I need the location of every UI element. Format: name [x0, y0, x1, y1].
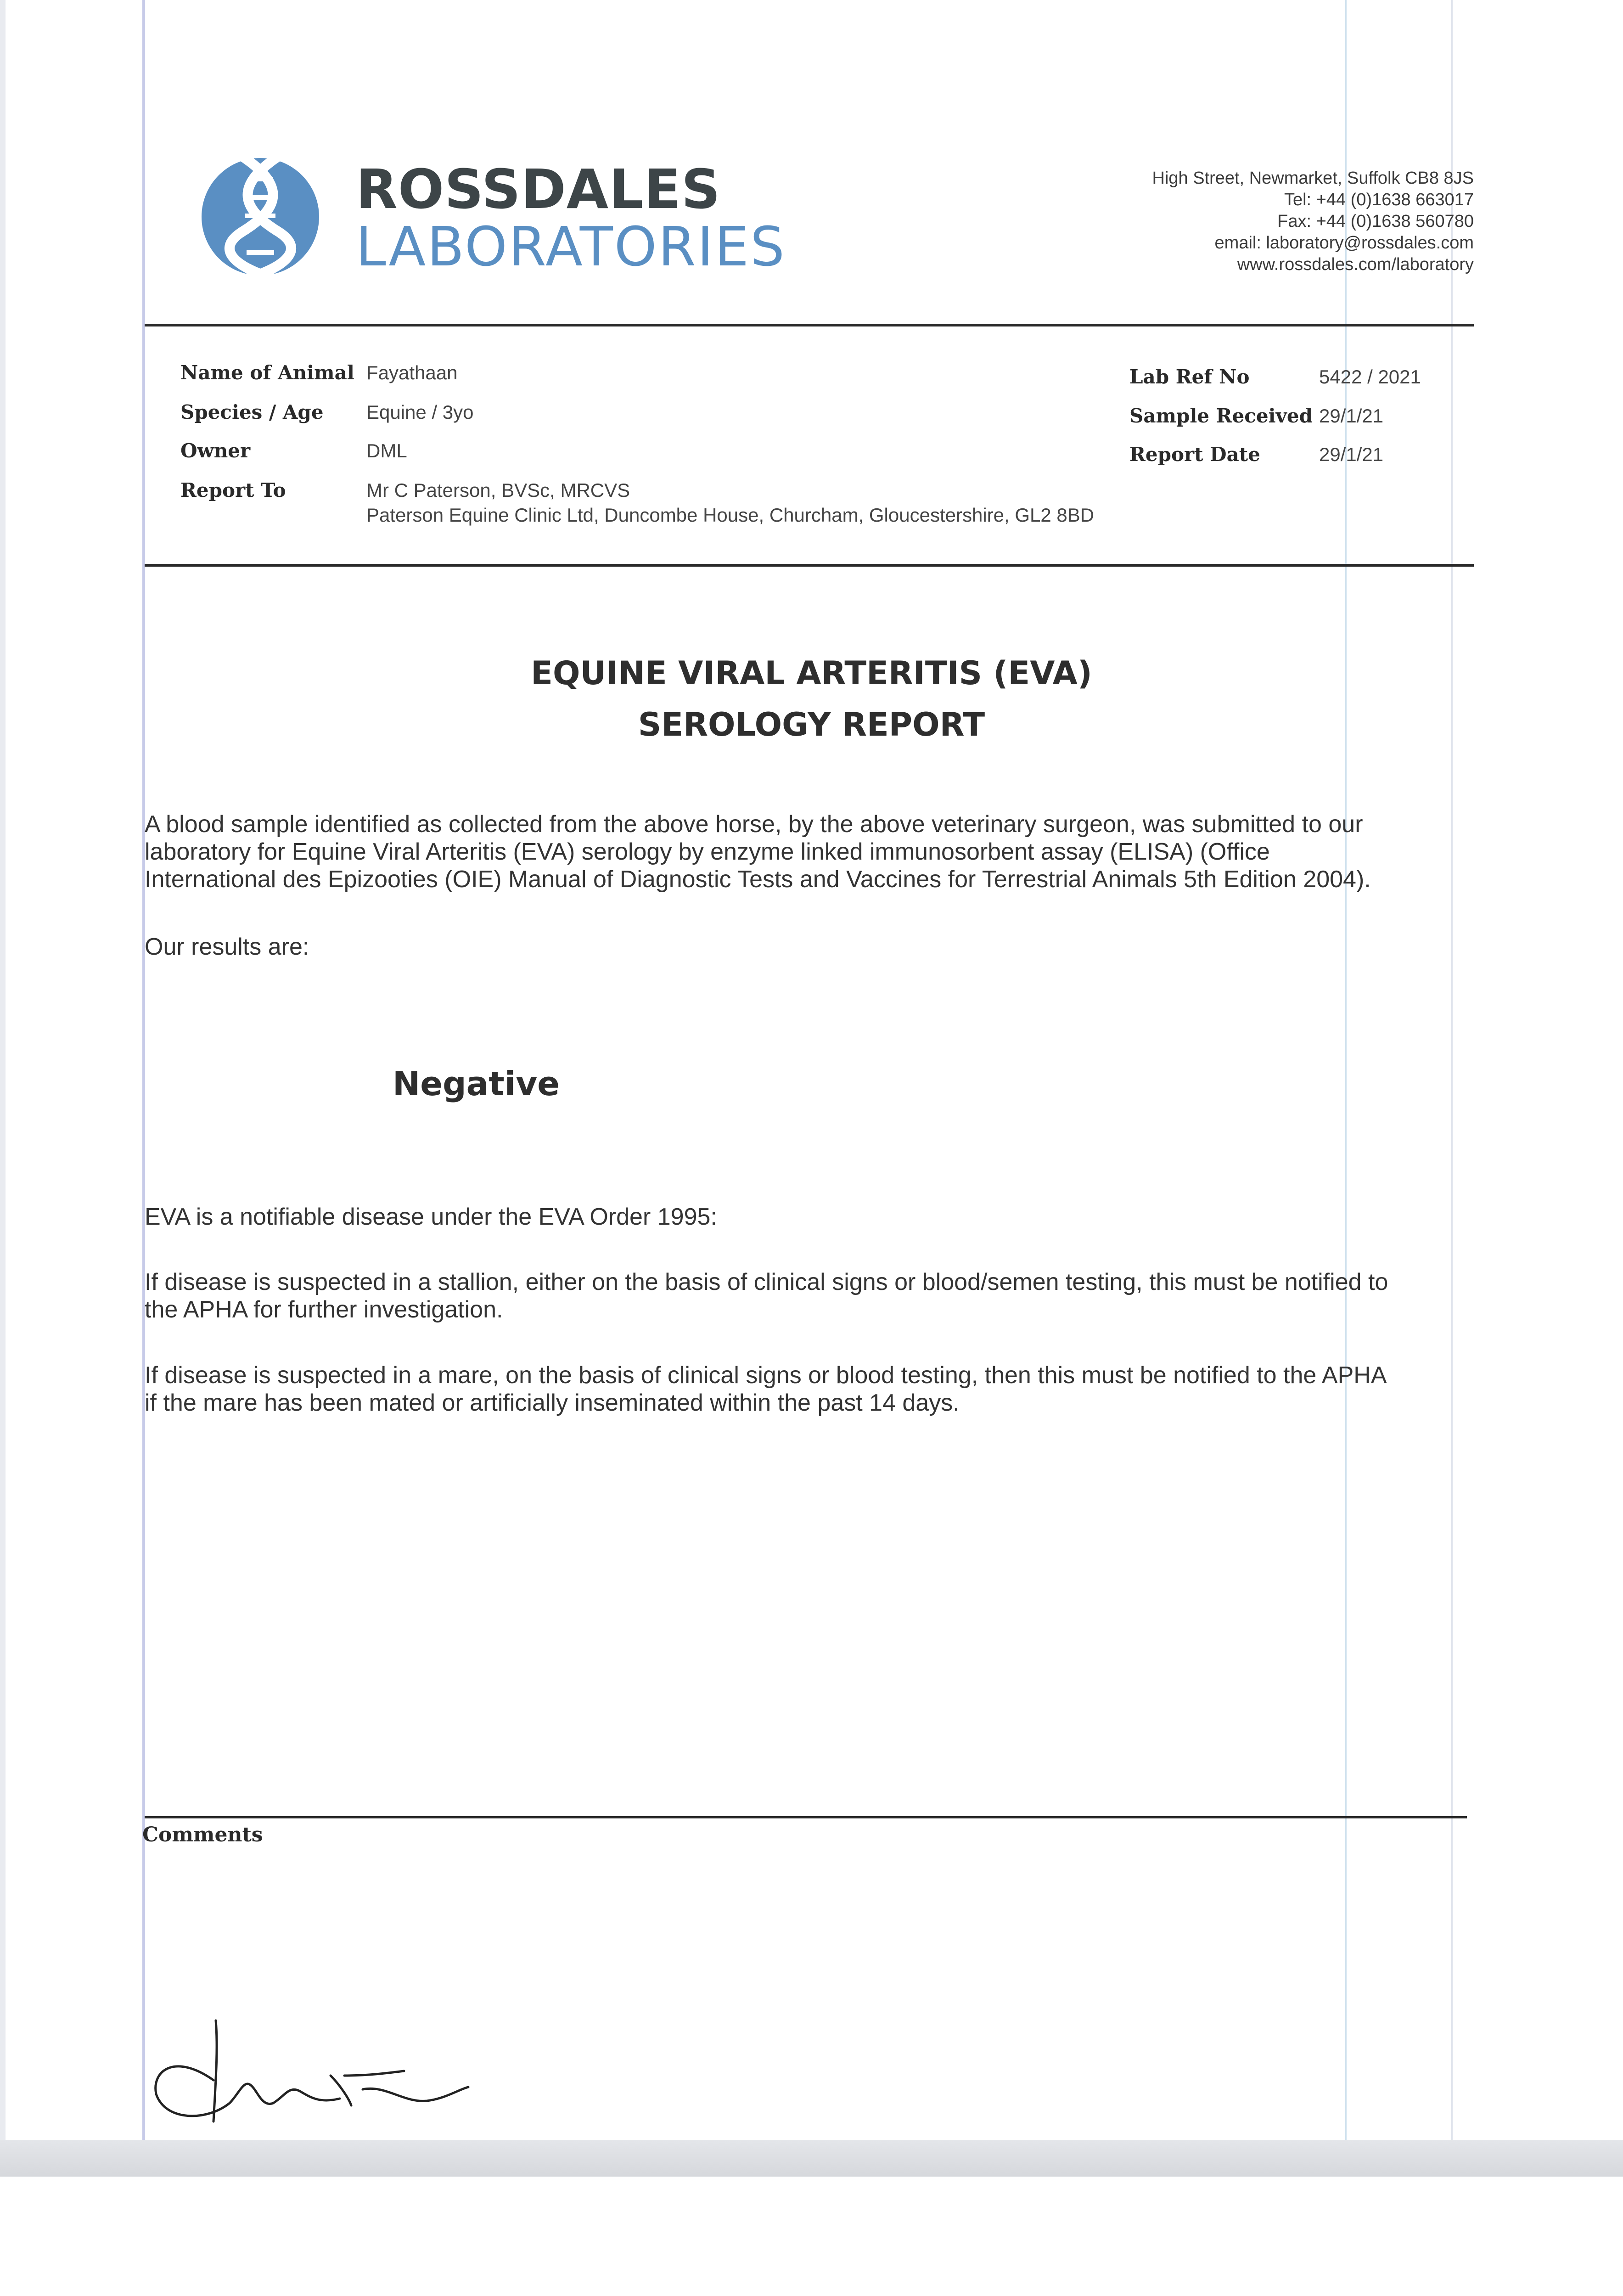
intro-paragraph [145, 810, 1476, 893]
intro-line-2: laboratory for Equine Viral Arteritis (EVA) serology by enzyme linked immunosorbent assay (ELISA) (Office [145, 838, 1270, 865]
comments-divider [145, 1816, 1467, 1818]
intro-line-1: A blood sample identified as collected from the above horse, by the above veterinary surgeon, was submitted to our [145, 811, 1363, 838]
scan-edge-bottom [0, 2140, 1623, 2177]
result-value: Negative [393, 1064, 560, 1103]
intro-line-3: International des Epizooties (OIE) Manual of Diagnostic Tests and Vaccines for Terrestrial Animals 5th Edition 2004). [145, 866, 1371, 893]
info-divider [145, 564, 1474, 567]
contact-fax: Fax: +44 (0)1638 560780 [1277, 212, 1474, 231]
results-intro: Our results are: [145, 934, 309, 960]
notifiable-statement: EVA is a notifiable disease under the EVA Order 1995: [145, 1204, 717, 1230]
contact-address: High Street, Newmarket, Suffolk CB8 8JS [1152, 169, 1474, 188]
report-to-line-2: Paterson Equine Clinic Ltd, Duncombe House, Churcham, Gloucestershire, GL2 8BD [366, 504, 1095, 526]
report-to-line-1: Mr C Paterson, BVSc, MRCVS [366, 479, 630, 501]
report-to-label: Report To [180, 479, 286, 501]
signature-icon [147, 2011, 477, 2131]
contact-email: email: laboratory@rossdales.com [1214, 233, 1474, 253]
mare-line-1: If disease is suspected in a mare, on the basis of clinical signs or blood testing, then this must be notified to the APHA [145, 1362, 1387, 1389]
mare-paragraph [145, 1362, 1476, 1417]
rossdales-dna-logo-icon [198, 152, 322, 280]
contact-tel: Tel: +44 (0)1638 663017 [1284, 190, 1474, 209]
owner-label: Owner [180, 439, 251, 462]
scan-edge-left [0, 0, 6, 2158]
report-date-label: Report Date [1129, 443, 1260, 466]
comments-label: Comments [142, 1823, 263, 1846]
report-title-line-2: SEROLOGY REPORT [638, 706, 985, 743]
species-age-value: Equine / 3yo [366, 401, 474, 423]
lab-ref-value: 5422 / 2021 [1319, 366, 1421, 388]
owner-value: DML [366, 440, 407, 461]
brand-line-2: LABORATORIES [356, 215, 786, 278]
brand-line-1: ROSSDALES [356, 158, 721, 221]
stallion-line-2: the APHA for further investigation. [145, 1296, 503, 1323]
contact-web: www.rossdales.com/laboratory [1237, 255, 1474, 274]
contact-block [1152, 168, 1474, 276]
stallion-paragraph [145, 1268, 1476, 1323]
header-divider [145, 324, 1474, 326]
animal-name-value: Fayathaan [366, 362, 458, 383]
brand-wordmark [356, 158, 786, 278]
species-age-label: Species / Age [180, 401, 324, 423]
sample-received-value: 29/1/21 [1319, 405, 1384, 427]
mare-line-2: if the mare has been mated or artificially inseminated within the past 14 days. [145, 1390, 960, 1416]
sample-received-label: Sample Received [1129, 405, 1313, 427]
report-title-line-1: EQUINE VIRAL ARTERITIS (EVA) [531, 654, 1092, 692]
report-title [0, 647, 1623, 750]
animal-name-label: Name of Animal [180, 361, 354, 384]
lab-ref-label: Lab Ref No [1129, 366, 1250, 388]
report-date-value: 29/1/21 [1319, 444, 1384, 465]
stallion-line-1: If disease is suspected in a stallion, either on the basis of clinical signs or blood/semen testing, this must be notified to [145, 1269, 1388, 1295]
